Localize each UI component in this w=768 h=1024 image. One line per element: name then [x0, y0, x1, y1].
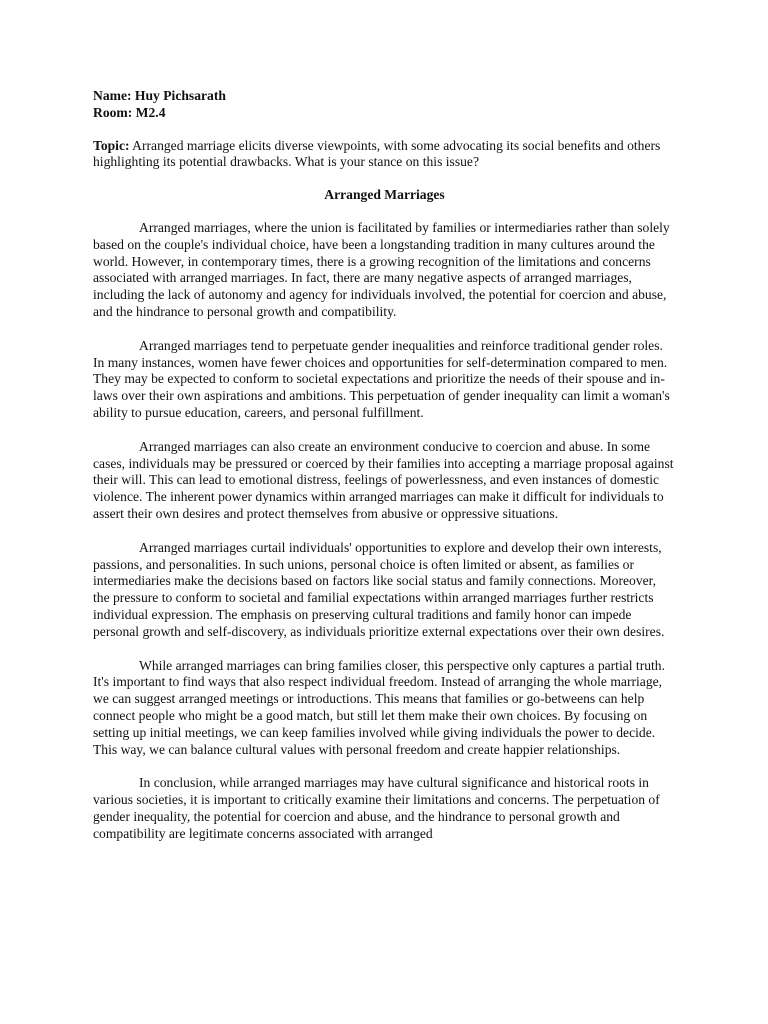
- essay-paragraph: While arranged marriages can bring families closer, this perspective only captures a partial truth. It's important to find ways that also respect individual freedom. Instead of arranging the whole marriage, we can suggest arranged meetings or introductions. This means that families or go-betweens can help connect people who might be a good match, but still let them make their own choices. By focusing on setting up initial meetings, we can keep families involved while giving individuals the power to decide. This way, we can balance cultural values with personal freedom and create happier relationships.: [93, 657, 666, 757]
- topic-label: Topic:: [93, 137, 130, 153]
- room-number: M2.4: [135, 104, 166, 120]
- essay-paragraph: Arranged marriages curtail individuals' opportunities to explore and develop their own interests, passions, and personalities. In such unions, personal choice is often limited or absent, as families or intermediaries make the decisions based on factors like social status and family connections. Moreover, the pressure to conform to societal and familial expectations within arranged marriages further restricts individual expression. The emphasis on preserving cultural traditions and family honor can impede personal growth and self-discovery, as individuals prioritize external expectations over their own desires.: [93, 539, 665, 639]
- essay-paragraph: In conclusion, while arranged marriages may have cultural significance and historical roots in various societies, it is important to critically examine their limitations and concerns. The perpetuation of gender inequality, the potential for coercion and abuse, and the hindrance to personal growth and compatibility are legitimate concerns associated with arranged: [93, 775, 660, 841]
- essay-title: Arranged Marriages: [324, 187, 445, 203]
- essay-paragraph: Arranged marriages can also create an environment conducive to coercion and abuse. In some cases, individuals may be pressured or coerced by their families into accepting a marriage proposal against their will. This can lead to emotional distress, feelings of powerlessness, and even instances of domestic violence. The inherent power dynamics within arranged marriages can make it difficult for individuals to assert their own desires and protect themselves from abusive or oppressive situations.: [93, 438, 674, 521]
- essay-paragraph: Arranged marriages, where the union is facilitated by families or intermediaries rather than solely based on the couple's individual choice, have been a longstanding tradition in many cultures around the world. However, in contemporary times, there is a growing recognition of the limitations and concerns associated with arranged marriages. In fact, there are many negative aspects of arranged marriages, including the lack of autonomy and agency for individuals involved, the potential for coercion and abuse, and the hindrance to personal growth and compatibility.: [93, 219, 670, 319]
- room-label: Room:: [93, 104, 133, 120]
- topic-prompt: [93, 138, 676, 172]
- student-name-line: [93, 88, 676, 105]
- essay-paragraph: Arranged marriages tend to perpetuate gender inequalities and reinforce traditional gender roles. In many instances, women have fewer choices and opportunities for self-determination compared to men. They may be expected to conform to societal expectations and prioritize the needs of their spouse and in-laws over their own aspirations and ambitions. This perpetuation of gender inequality can limit a woman's ability to pursue education, careers, and personal fulfillment.: [93, 337, 670, 420]
- student-name: Huy Pichsarath: [134, 88, 226, 103]
- document-content: [93, 88, 676, 859]
- room-line: [93, 105, 676, 122]
- name-label: Name:: [93, 88, 132, 103]
- topic-text: Arranged marriage elicits diverse viewpoints, with some advocating its social benefits and others highlighting its potential drawbacks. What is your stance on this issue?: [93, 137, 661, 170]
